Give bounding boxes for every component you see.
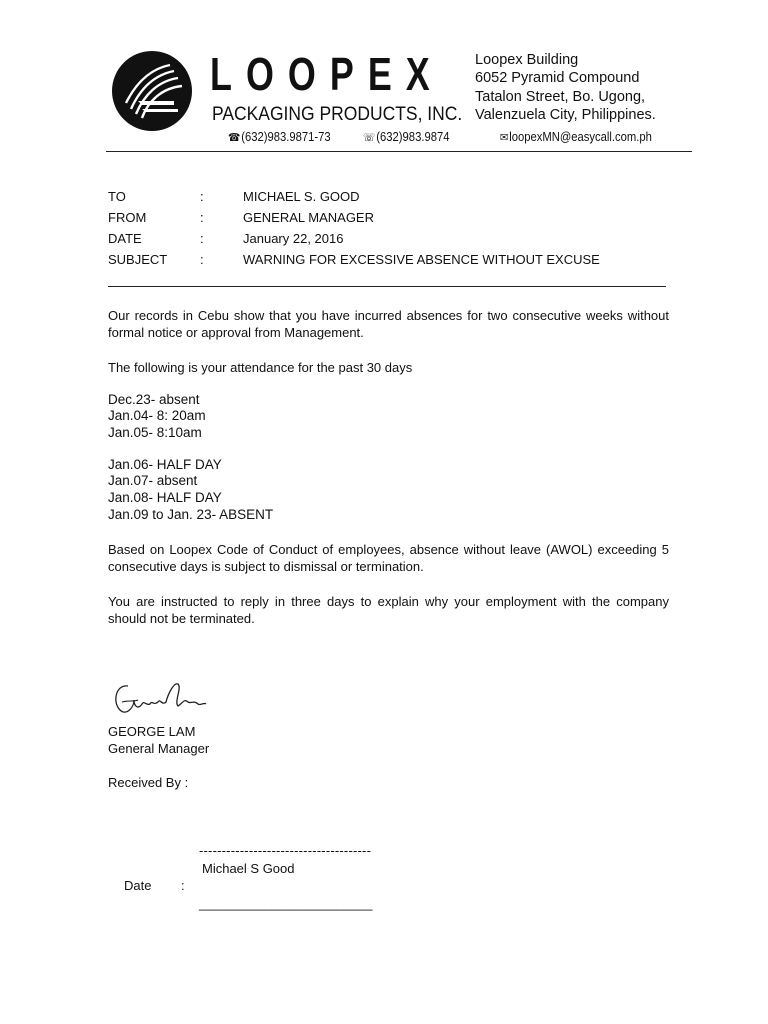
attendance-item: Jan.06- HALF DAY <box>108 457 222 472</box>
memo-label-date: DATE <box>108 231 142 246</box>
telephone-icon: ☎ <box>228 132 241 144</box>
signature-image <box>108 676 208 720</box>
address-line: Tatalon Street, Bo. Ugong, <box>475 89 646 105</box>
address-line: 6052 Pyramid Compound <box>475 70 640 86</box>
receiver-name: Michael S Good <box>202 861 295 876</box>
email-address: loopexMN@easycall.com.ph <box>509 130 652 144</box>
letterhead-divider <box>106 151 692 152</box>
memo-sep: : <box>200 252 204 267</box>
memo-value-from: GENERAL MANAGER <box>243 210 374 225</box>
date-sep: : <box>181 878 185 893</box>
phone-contact <box>228 130 331 144</box>
signatory-title: General Manager <box>108 741 210 756</box>
email-icon: ✉ <box>500 132 509 144</box>
memo-sep: : <box>200 189 204 204</box>
loopex-logo <box>112 51 192 131</box>
date-label: Date <box>124 878 152 893</box>
memo-value-subject: WARNING FOR EXCESSIVE ABSENCE WITHOUT EXCUSE <box>243 252 600 267</box>
memo-sep: : <box>200 231 204 246</box>
attendance-item: Jan.05- 8:10am <box>108 425 202 440</box>
fax-icon: ☏ <box>363 132 376 144</box>
body-paragraph-instruction: You are instructed to reply in three days to explain why your employment with the company should not be terminated. <box>108 594 669 626</box>
company-subtitle: PACKAGING PRODUCTS, INC. <box>212 104 463 125</box>
email-contact <box>500 130 652 144</box>
memo-value-date: January 22, 2016 <box>243 231 344 246</box>
memo-sep: : <box>200 210 204 225</box>
attendance-item: Jan.08- HALF DAY <box>108 490 222 505</box>
date-underline: ________________________ <box>199 896 373 911</box>
memo-label-subject: SUBJECT <box>108 252 168 267</box>
received-by-label: Received By : <box>108 775 189 790</box>
body-paragraph-attendance-intro: The following is your attendance for the past 30 days <box>108 360 413 375</box>
body-paragraph-conduct: Based on Loopex Code of Conduct of employees, absence without leave (AWOL) exceeding 5 consecutive days is subject to dismissal or termination. <box>108 542 669 574</box>
memo-value-to: MICHAEL S. GOOD <box>243 189 360 204</box>
company-name: LOOPEX <box>210 48 444 100</box>
attendance-item: Jan.07- absent <box>108 473 198 488</box>
memo-divider <box>108 286 666 287</box>
fax-number: (632)983.9874 <box>376 130 450 144</box>
memo-label-from: FROM <box>108 210 147 225</box>
address-line: Valenzuela City, Philippines. <box>475 107 656 123</box>
fax-contact <box>363 130 449 144</box>
attendance-item: Jan.09 to Jan. 23- ABSENT <box>108 507 274 522</box>
phone-number: (632)983.9871-73 <box>241 130 331 144</box>
signatory-name: GEORGE LAM <box>108 724 196 739</box>
signature-dash-line: -------------------------------------- <box>199 843 372 858</box>
body-paragraph-records: Our records in Cebu show that you have incurred absences for two consecutive weeks without formal notice or approval from Management. <box>108 308 669 340</box>
attendance-item: Jan.04- 8: 20am <box>108 408 206 423</box>
address-line: Loopex Building <box>475 52 579 68</box>
attendance-item: Dec.23- absent <box>108 392 200 407</box>
memo-label-to: TO <box>108 189 126 204</box>
